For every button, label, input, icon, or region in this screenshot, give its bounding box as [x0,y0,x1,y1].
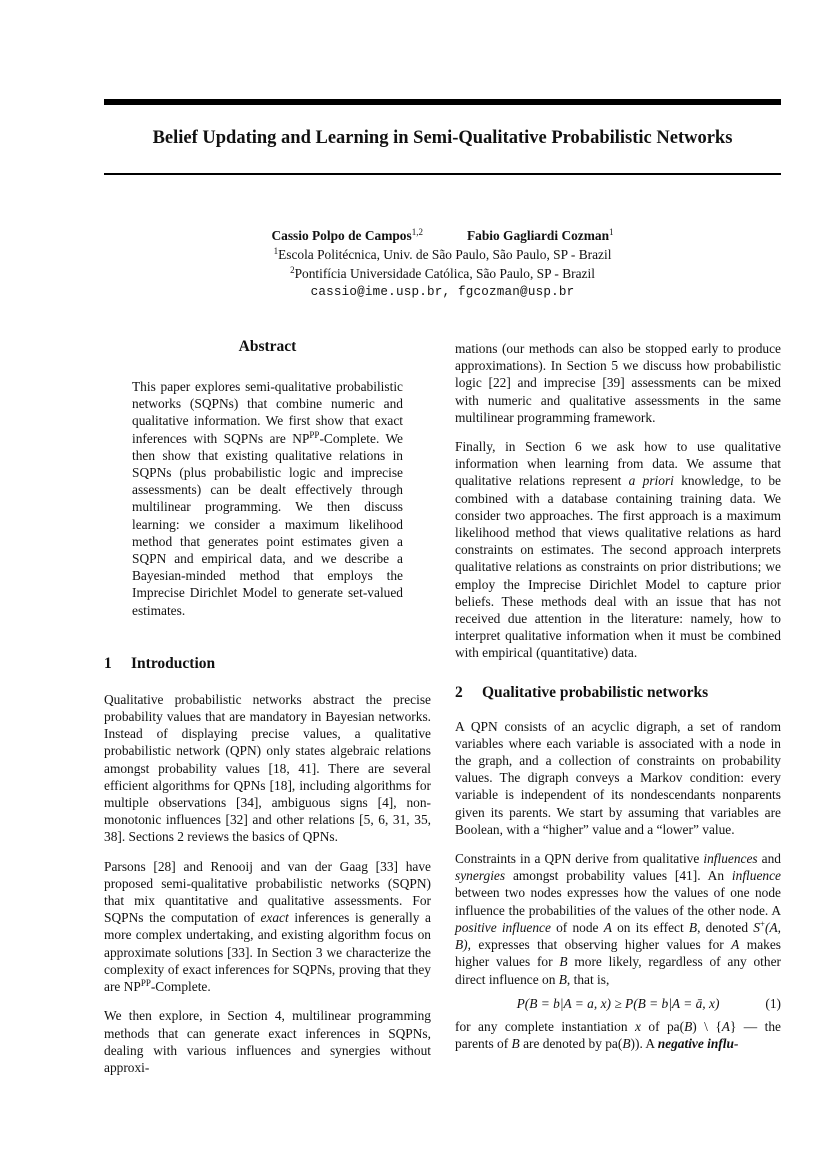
intro-paragraph-1: Qualitative probabilistic networks abstract the precise probability values that are mandatory in Bayesian networks. Instead of displaying precise values, a qualitative probabilistic network (QPN) only states algebraic relations amongst probability values [18, 41]. There are several efficient algorithms for QPNs [18], including algorithms for multiple observations [34], ambiguous signs [4], non-monotonic influences [32] and other relations [5, 6, 31, 35, 38]. Sections 2 reviews the basics of QPNs. [104,691,431,845]
left-column [104,336,431,1076]
section-2-heading: 2 Qualitative probabilistic networks [455,683,709,701]
author-names [104,226,781,245]
intro-paragraph-final: Finally, in Section 6 we ask how to use qualitative information when learning from data. We assume that qualitative relations represent a priori knowledge, to be combined with a database containing training data. We consider two approaches. The first approach is a maximum likelihood method that views qualitative relations as hard constraints on estimates. The second approach interprets qualitative relations as constraints on prior distributions; we employ the Imprecise Dirichlet Model to capture prior beliefs. These methods deal with an issue that has not received due attention in the literature: namely, how to interpret qualitative information when it must be combined with empirical (quantitative) data. [455,439,781,661]
author-1-affil-mark: 1,2 [411,227,423,237]
right-column [455,340,781,1052]
author-block [104,226,781,302]
title-rule-top [104,99,781,105]
section-1-heading: 1 Introduction [104,654,216,672]
affiliation-1: $^1$Escola Politécnica, Univ. de São Paulo, São Paulo, SP - Brazil [273,246,612,262]
author-2: Fabio Gagliardi Cozman [466,228,610,243]
author-2-affil-mark: 1 [609,227,614,237]
intro-paragraph-continued: mations (our methods can also be stopped early to produce approximations). In Section 5 we discuss how probabilistic logic [22] and imprecise [39] assessments can be mixed with numeric and qualitative assessments in the same multilinear programming framework. [455,341,781,425]
abstract-heading: Abstract [238,338,297,355]
author-1: Cassio Polpo de Campos [271,228,412,243]
equation-1-number: (1) [765,995,781,1011]
affiliation-2: $^2$Pontifícia Universidade Católica, São Paulo, SP - Brazil [290,265,595,281]
author-emails: cassio@ime.usp.br, fgcozman@usp.br [310,285,575,299]
paper-title: Belief Updating and Learning in Semi-Qualitative Probabilistic Networks [152,128,733,148]
qpn-paragraph-2: Constraints in a QPN derive from qualitative influences and synergies amongst probability values [41]. An influence between two nodes expresses how the values of one node influence the probabilities of the values of the other node. A positive influence of node A on its effect B, denoted S+(A, B), expresses that observing higher values for A makes higher values for B more likely, regardless of any other direct influence on B, that is, [455,851,782,987]
intro-paragraph-2: Parsons [28] and Renooij and van der Gaag [33] have proposed semi-qualitative probabilistic networks (SQPN) that mix quantitative and qualitative assessments. For SQPNs the computation of exact inferences is generally a more complex undertaking, and existing algorithm focus on approximate solutions [33]. In Section 3 we characterize the complexity of exact inferences for SQPNs, proving that they are $NP^{PP}$-Complete. [104,858,431,995]
title-rule-bottom [104,173,781,175]
qpn-paragraph-1: A QPN consists of an acyclic digraph, a set of random variables where each variable is associated with a node in the graph, and a collection of constraints on probability values. The digraph conveys a Markov condition: every variable is independent of its nondescendants nonparents given its parents. We start by assuming that variables are Boolean, with a “higher” value and a “lower” value. [455,718,781,837]
abstract-text: This paper explores semi-qualitative probabilistic networks (SQPNs) that combine numeric and qualitative information. We first show that exact inferences with SQPNs are $NP^{PP}$-Complete. We then show that existing qualitative relations in SQPNs (plus probabilistic logic and imprecise assessments) can be dealt effectively through multilinear programming. We then discuss learning: we consider a maximum likelihood method that generates point estimates given a SQPN and empirical data, and we describe a Bayesian-minded method that employs the Imprecise Dirichlet Model to generate set-valued estimates. [132,379,403,618]
equation-1-body: P(B = b|A = a, x) ≥ P(B = b|A = ā, x) [516,995,720,1011]
qpn-paragraph-3: for any complete instantiation x of pa(B) \ {A} — the parents of B are denoted by pa(B)). A negative influ- [455,1018,781,1051]
equation-1 [455,992,781,1016]
intro-paragraph-3: We then explore, in Section 4, multilinear programming methods that can generate exact inferences in SQPNs, dealing with various influences and synergies without approxi- [104,1008,431,1075]
